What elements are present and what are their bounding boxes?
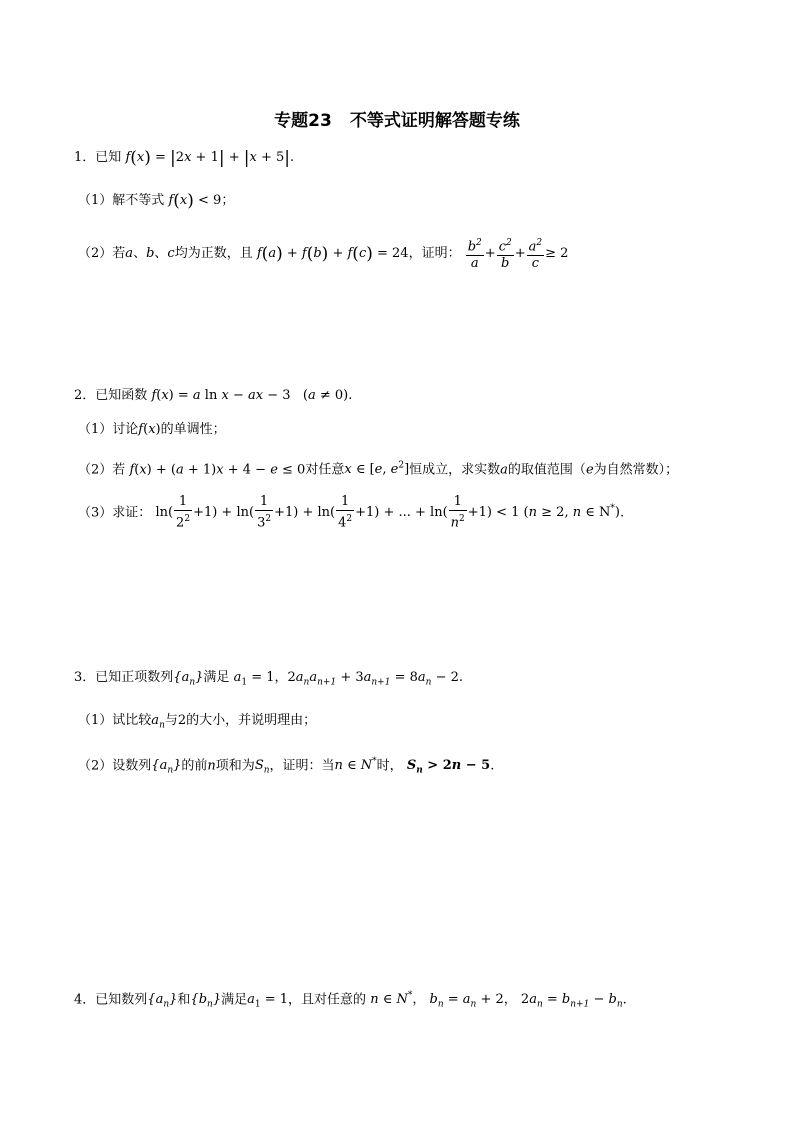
problem-2-formula: f(x) = a ln x − ax − 3 (a ≠ 0) (151, 388, 349, 403)
page-title (0, 106, 794, 131)
problem-3-number: 3． (74, 670, 96, 685)
problem-3-stem: 3．已知正项数列$\{a_n\}$满足 $a_1 = 1$，$2a_na_{n+1} + 3a_{n+1} = 8a_n - 2$. (74, 670, 464, 688)
problem-1-stem: 1．已知 f(x) = |2x + 1| + |x + 5|. (74, 148, 295, 168)
title-topic-name: 不等式证明解答题专练 (349, 111, 520, 131)
title-topic-number: 专题23 (274, 111, 332, 131)
problem-1-stem-text: 已知 (95, 150, 122, 165)
problem-2-part-2: （2）若 f(x) + (a + 1)x + 4 − e ≤ 0对任意x ∈ [e, $e^2$]恒成立，求实数a的取值范围（e为自然常数）； (78, 461, 679, 478)
problem-1-number: 1． (74, 150, 96, 165)
problem-1-part-2-inequality: $\frac{b^2}{a}$ + $\frac{c^2}{b}$ + $\frac{a^2}{c}$ ≥ 2 (465, 246, 569, 261)
problem-1-part-1: （1）解不等式 f(x) < 9； (78, 191, 235, 211)
problem-3-part-1: （1）试比较$a_n$与2的大小，并说明理由； (78, 713, 317, 731)
problem-2-number: 2． (74, 388, 96, 403)
problem-3-part-2: （2）设数列$\{a_n\}$的前n项和为$S_n$，证明：当n ∈ N*时， $S_n > 2n - 5$. (78, 757, 495, 776)
problem-1-part-2-condition: f(a) + f(b) + f(c) = 24 (256, 244, 409, 264)
problem-1-part-1-formula: f(x) < 9 (168, 191, 222, 211)
problem-1-part-2: （2）若a、b、c均为正数，且 f(a) + f(b) + f(c) = 24，证明： $\frac{b^2}{a}$ + $\frac{c^2}{b}$ + $\frac{a^2}{c}$ ≥ 2 (78, 234, 568, 274)
problem-4-formula: n ∈ N*， $b_n = a_n + 2$， $2a_n = b_{n+1} - b_n$ (370, 991, 623, 1010)
problem-2-stem: 2．已知函数 f(x) = a ln x − ax − 3 (a ≠ 0). (74, 388, 353, 403)
problem-3-part-2-inequality: $S_n > 2n - 5$ (406, 758, 491, 776)
problem-2-part-2-condition: f(x) + (a + 1)x + 4 − e ≤ 0 (129, 462, 306, 478)
problem-2-part-1: （1）讨论f(x)的单调性； (78, 422, 226, 437)
problem-4-stem: 4．已知数列$\{a_n\}$和$\{b_n\}$满足$a_1 = 1$，且对任意的 n ∈ N*， $b_n = a_n + 2$， $2a_n = b_{n+1} - b_n$. (74, 991, 627, 1010)
problem-4-number: 4． (74, 992, 96, 1008)
problem-2-part-3-inequality: ln( $\frac{1}{2^2}$ +1) + ln( $\frac{1}{3^2}$ +1) + ln( $\frac{1}{4^2}$ +1) + ... + ln( $\frac{1}{n^2}$ +1) < 1 (n ≥ 2, n ∈ N*) (155, 494, 620, 531)
problem-2-part-3: （3）求证： ln( $\frac{1}{2^2}$ +1) + ln( $\frac{1}{3^2}$ +1) + ln( $\frac{1}{4^2}$ +1) + ... + ln( $\frac{1}{n^2}$ +1) < 1 (n ≥ 2, n ∈ N*). (78, 494, 625, 531)
problem-1-formula: f(x) = |2x + 1| + |x + 5| (125, 148, 290, 168)
problem-3-formula: $a_1 = 1$，$2a_na_{n+1} + 3a_{n+1} = 8a_n - 2$ (233, 670, 459, 688)
